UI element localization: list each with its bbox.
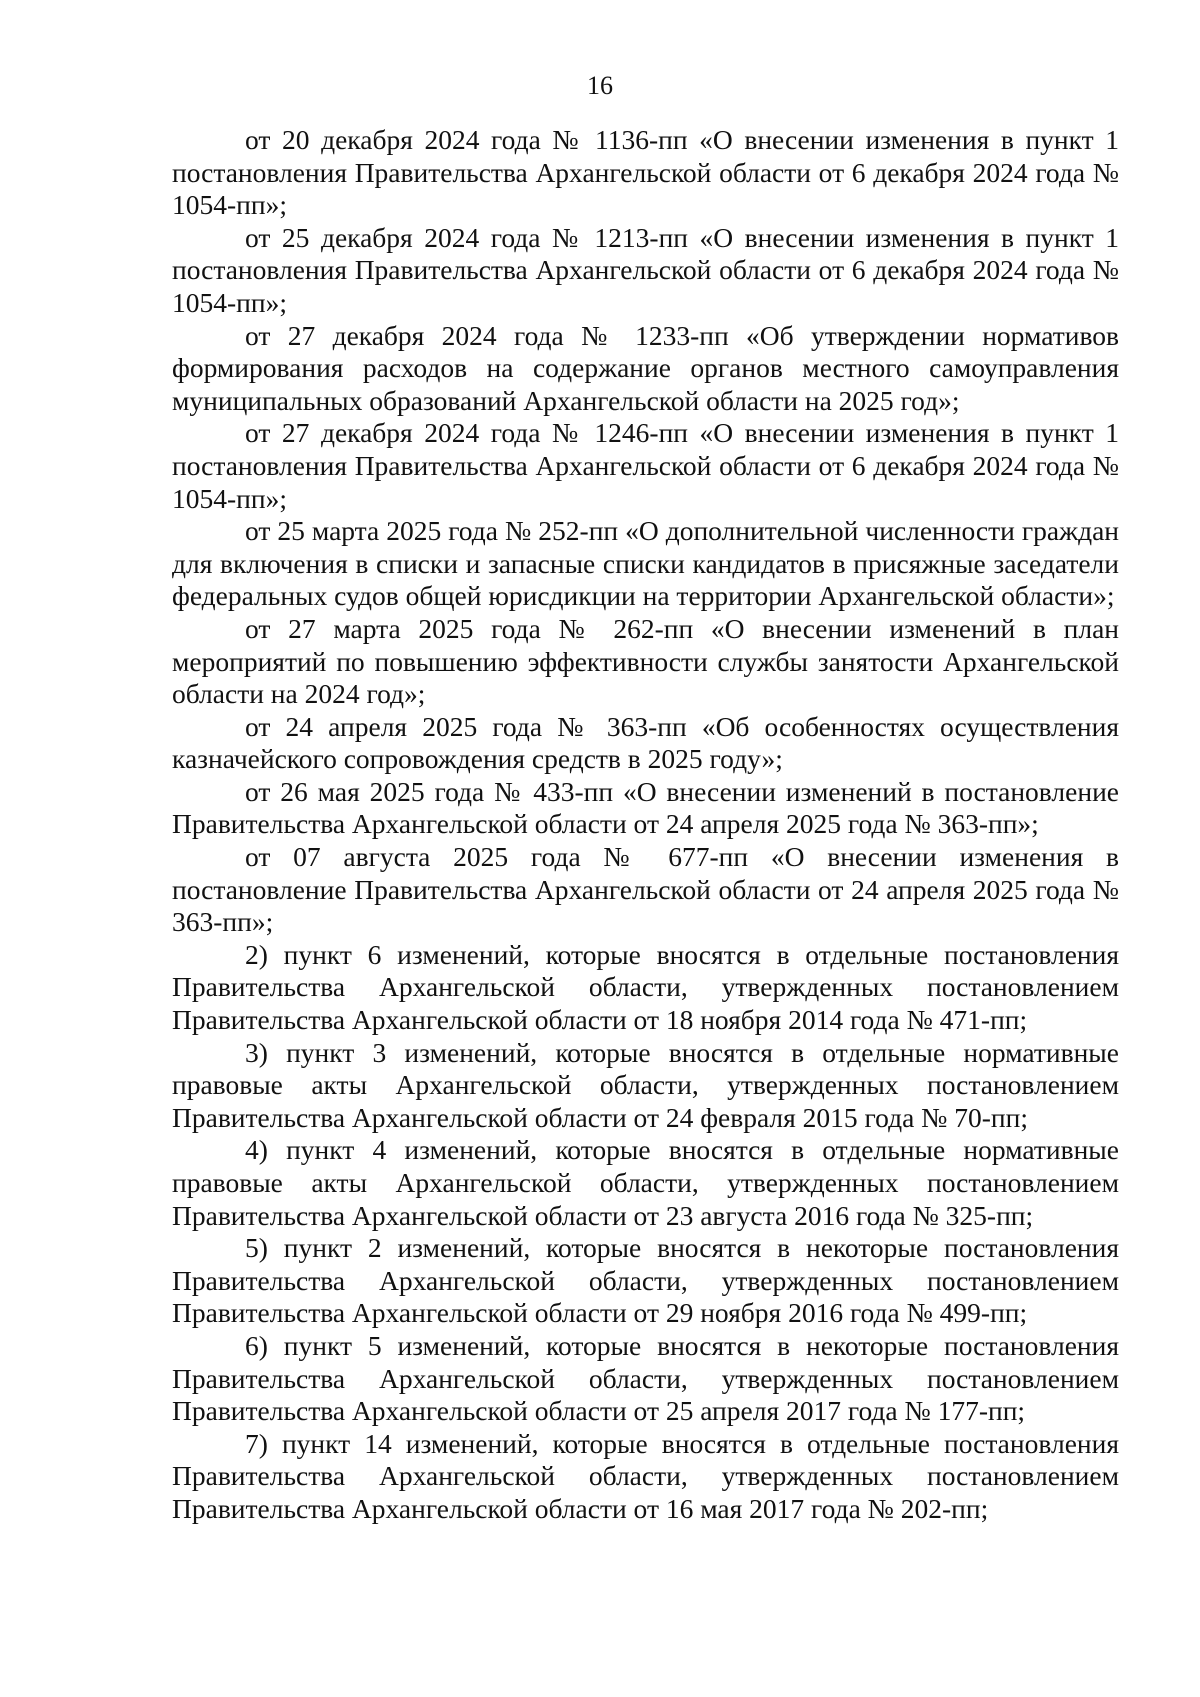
page-number: 16: [587, 71, 613, 100]
paragraph-resolution-1233: от 27 декабря 2024 года № 1233-пп «Об утверждении нормативов формирования расходов на содержание органов местного самоуправления муниципальных образований Архангельской области на 2025 год»;: [172, 319, 1119, 416]
list-item-3: 3) пункт 3 изменений, которые вносятся в отдельные нормативные правовые акты Архангельской области, утвержденных постановлением Правительства Архангельской области от 24 февраля 2015 года № 70-пп;: [172, 1036, 1119, 1133]
paragraph-resolution-677: от 07 августа 2025 года № 677-пп «О внесении изменения в постановление Правительства Архангельской области от 24 апреля 2025 года № 363-пп»;: [172, 841, 1119, 938]
document-body: [172, 124, 1119, 1526]
paragraph-resolution-262: от 27 марта 2025 года № 262-пп «О внесении изменений в план мероприятий по повышению эффективности службы занятости Архангельской области на 2024 год»;: [172, 612, 1119, 710]
paragraph-resolution-363: от 24 апреля 2025 года № 363-пп «Об особенностях осуществления казначейского сопровождения средств в 2025 году»;: [172, 710, 1119, 775]
list-item-6: 6) пункт 5 изменений, которые вносятся в некоторые постановления Правительства Архангельской области, утвержденных постановлением Правительства Архангельской области от 25 апреля 2017 года № 177-пп;: [172, 1329, 1119, 1427]
list-item-7: 7) пункт 14 изменений, которые вносятся в отдельные постановления Правительства Архангельской области, утвержденных постановлением Правительства Архангельской области от 16 мая 2017 года № 202-пп;: [172, 1427, 1119, 1524]
list-item-5: 5) пункт 2 изменений, которые вносятся в некоторые постановления Правительства Архангельской области, утвержденных постановлением Правительства Архангельской области от 29 ноября 2016 года № 499-пп;: [172, 1232, 1119, 1329]
paragraph-resolution-1246: от 27 декабря 2024 года № 1246-пп «О внесении изменения в пункт 1 постановления Правительства Архангельской области от 6 декабря 2024 года № 1054-пп»;: [172, 417, 1119, 514]
list-item-4: 4) пункт 4 изменений, которые вносятся в отдельные нормативные правовые акты Архангельской области, утвержденных постановлением Правительства Архангельской области от 23 августа 2016 года № 325-пп;: [172, 1134, 1119, 1231]
paragraph-resolution-1213: от 25 декабря 2024 года № 1213-пп «О внесении изменения в пункт 1 постановления Правительства Архангельской области от 6 декабря 2024 года № 1054-пп»;: [172, 221, 1119, 318]
paragraph-resolution-1136: от 20 декабря 2024 года № 1136-пп «О внесении изменения в пункт 1 постановления Правительства Архангельской области от 6 декабря 2024 года № 1054-пп»;: [172, 124, 1119, 221]
paragraph-resolution-252: от 25 марта 2025 года № 252-пп «О дополнительной численности граждан для включения в списки и запасные списки кандидатов в присяжные заседатели федеральных судов общей юрисдикции на территории Архангельской области»;: [172, 515, 1119, 612]
paragraph-resolution-433: от 26 мая 2025 года № 433-пп «О внесении изменений в постановление Правительства Архангельской области от 24 апреля 2025 года № 363-пп»;: [172, 775, 1119, 840]
list-item-2: 2) пункт 6 изменений, которые вносятся в отдельные постановления Правительства Архангельской области, утвержденных постановлением Правительства Архангельской области от 18 ноября 2014 года № 471-пп;: [172, 938, 1119, 1036]
